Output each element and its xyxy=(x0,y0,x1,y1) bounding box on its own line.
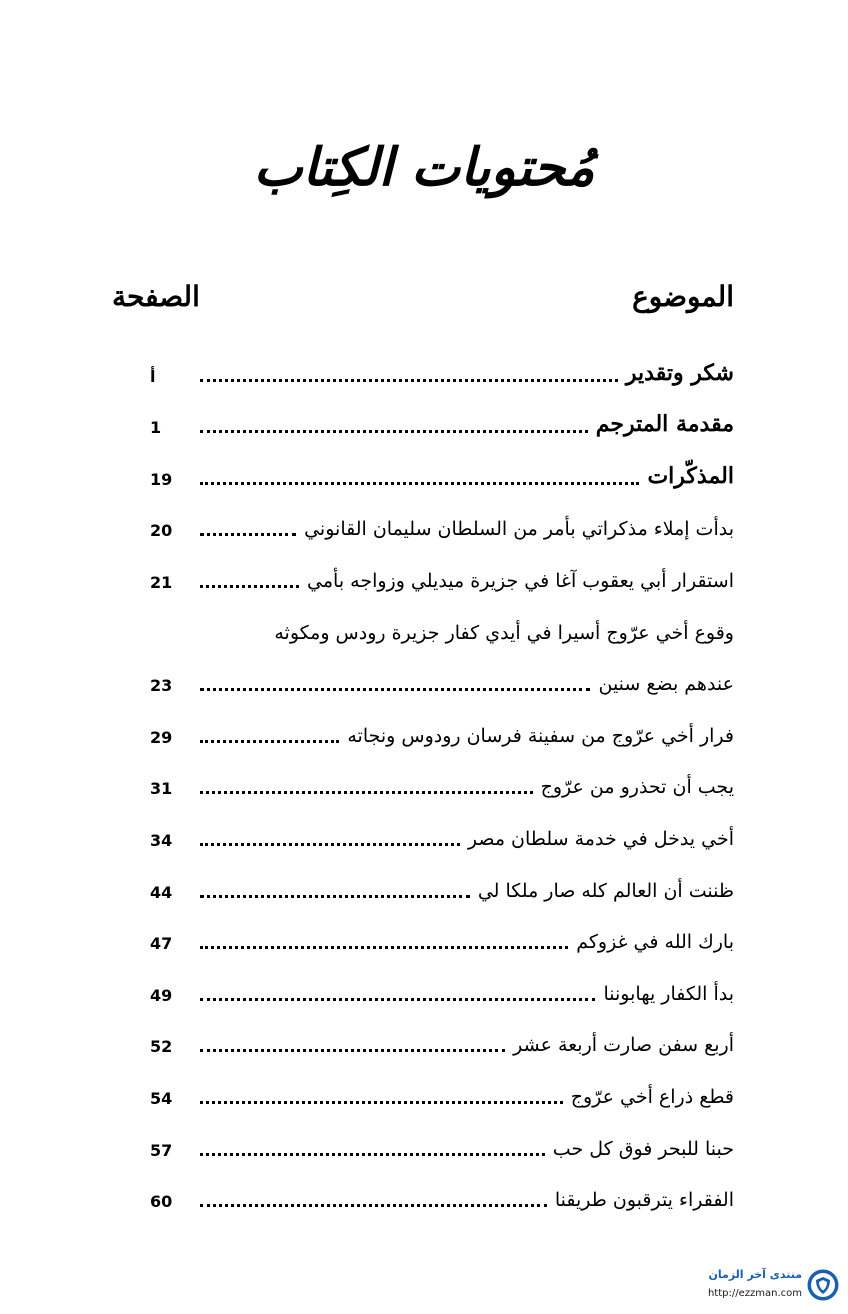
dot-leader xyxy=(200,585,299,588)
toc-entry-page: 23 xyxy=(150,676,173,696)
toc-entry-title: استقرار أبي يعقوب آغا في جزيرة ميديلي وزواجه بأمي xyxy=(307,569,734,592)
dot-leader xyxy=(200,1049,505,1052)
toc-entry-title: ظننت أن العالم كله صار ملكا لي xyxy=(477,879,734,902)
toc-entry xyxy=(150,1118,734,1170)
header-subject: الموضوع xyxy=(632,280,734,313)
toc-entry-page: 44 xyxy=(150,882,173,902)
dot-leader xyxy=(200,946,568,949)
toc-entry xyxy=(150,1015,734,1067)
dot-leader xyxy=(200,1204,547,1207)
toc-entry-title: أخي يدخل في خدمة سلطان مصر xyxy=(467,827,734,850)
toc-entry xyxy=(150,705,734,757)
toc-entry-page: 31 xyxy=(150,779,173,799)
header-page: الصفحة xyxy=(112,280,200,313)
toc-entry xyxy=(150,757,734,809)
toc-entry-page: 21 xyxy=(150,572,173,592)
toc-entry-title: بارك الله في غزوكم xyxy=(576,931,734,954)
toc-entry-title: المذكّرات xyxy=(647,462,734,489)
toc-entry-page: 49 xyxy=(150,985,173,1005)
toc-entry xyxy=(150,396,734,448)
toc-entry-page: أ xyxy=(150,366,156,386)
dot-leader xyxy=(200,1101,563,1104)
toc-entry-title: فرار أخي عرّوج من سفينة فرسان رودوس ونجاته xyxy=(347,724,734,747)
toc-entry-page xyxy=(150,644,178,654)
toc-entry-title: شكر وتقدير xyxy=(625,359,734,386)
dot-leader xyxy=(200,482,639,485)
toc-entry-page: 20 xyxy=(150,521,173,541)
toc-entry-title: بدأت إملاء مذكراتي بأمر من السلطان سليمان القانوني xyxy=(304,518,734,541)
toc-entry-title: بدأ الكفار يهابوننا xyxy=(603,982,734,1005)
toc-list xyxy=(150,344,734,1221)
dot-leader xyxy=(200,379,618,382)
toc-entry-page: 29 xyxy=(150,727,173,747)
toc-entry-page: 19 xyxy=(150,469,173,489)
watermark-url[interactable]: http://ezzman.com xyxy=(707,1288,802,1299)
toc-entry xyxy=(150,447,734,499)
toc-entry xyxy=(150,1170,734,1222)
page-title: مُحتويات الكِتاب xyxy=(253,137,595,198)
toc-entry-page: 57 xyxy=(150,1140,173,1160)
site-watermark xyxy=(666,1266,842,1306)
dot-leader xyxy=(200,430,588,433)
toc-entry-page: 60 xyxy=(150,1192,173,1212)
toc-entry-page: 52 xyxy=(150,1037,173,1057)
toc-entry-page: 1 xyxy=(150,418,162,438)
toc-entry xyxy=(150,912,734,964)
dot-leader xyxy=(200,533,296,536)
watermark-name: منتدى آخر الزمان xyxy=(708,1268,802,1281)
toc-entry-page: 54 xyxy=(150,1088,173,1108)
toc-entry-page: 47 xyxy=(150,934,173,954)
toc-entry xyxy=(150,1066,734,1118)
dot-leader xyxy=(200,688,590,691)
dot-leader xyxy=(200,998,595,1001)
toc-entry-title: حبنا للبحر فوق كل حب xyxy=(552,1137,734,1160)
toc-entry-title: مقدمة المترجم xyxy=(595,411,734,438)
toc-entry xyxy=(150,963,734,1015)
toc-entry xyxy=(150,860,734,912)
toc-entry-title: عندهم بضع سنين xyxy=(598,673,734,696)
toc-entry-title: قطع ذراع أخي عرّوج xyxy=(570,1085,734,1108)
shield-logo-icon xyxy=(806,1268,840,1302)
toc-entry-title: أربع سفن صارت أربعة عشر xyxy=(513,1034,734,1057)
toc-entry xyxy=(150,550,734,602)
toc-entry-page: 34 xyxy=(150,830,173,850)
toc-entry xyxy=(150,344,734,396)
toc-entry xyxy=(150,808,734,860)
toc-entry-title: الفقراء يترقبون طريقنا xyxy=(554,1189,734,1212)
toc-entry xyxy=(150,602,734,654)
dot-leader xyxy=(200,740,339,743)
toc-entry xyxy=(150,654,734,706)
toc-entry-title: يجب أن تحذرو من عرّوج xyxy=(540,776,734,799)
toc-entry-title: وقوع أخي عرّوج أسيرا في أيدي كفار جزيرة رودس ومكوثه xyxy=(274,621,734,644)
dot-leader xyxy=(200,791,533,794)
dot-leader xyxy=(200,843,460,846)
dot-leader xyxy=(200,895,470,898)
dot-leader xyxy=(200,1153,545,1156)
toc-header xyxy=(112,280,734,324)
toc-entry xyxy=(150,499,734,551)
